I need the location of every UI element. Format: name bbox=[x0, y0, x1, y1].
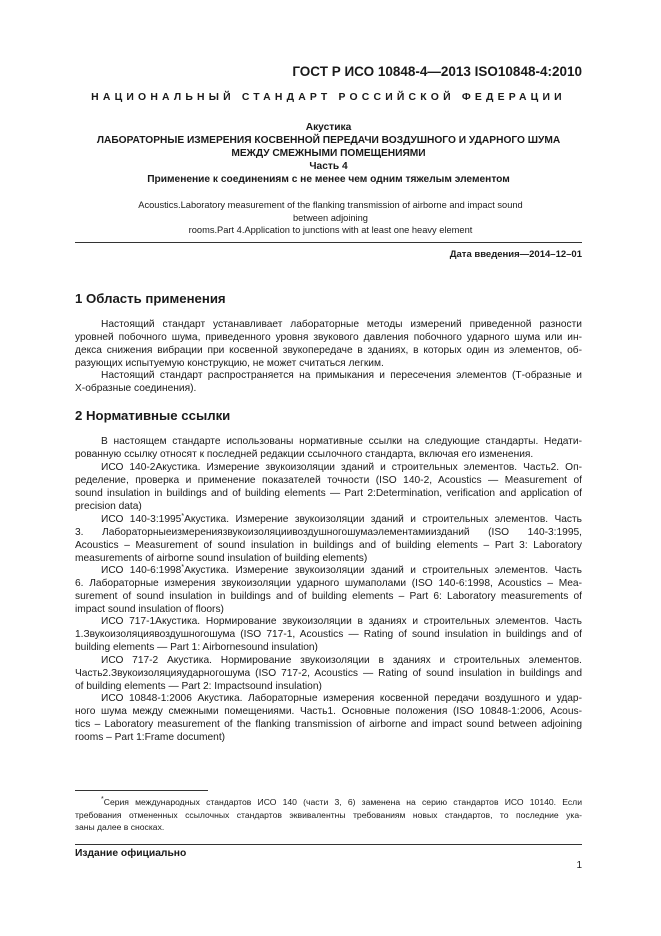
title-main-line-2: МЕЖДУ СМЕЖНЫМИ ПОМЕЩЕНИЯМИ bbox=[231, 148, 426, 159]
title-topic: Акустика bbox=[305, 122, 352, 133]
footnote-marker: * bbox=[101, 796, 104, 803]
text-span: ИСО 717-2 Акустика. Нормирование звукоизоляции в зданиях и строительных элементов. bbox=[101, 655, 582, 666]
text-line: measurements of airborne sound insulation of building elements) bbox=[75, 552, 368, 564]
text-span: ИСО 10848-1:2006 Акустика. Лабораторные измерения косвенной передачи воздушного и удар- bbox=[101, 693, 582, 704]
reference-iso-717-2 bbox=[75, 655, 582, 694]
text-line: уровней побочного шума, приведенного уровня звукового давления побочного ударного шума или ин- bbox=[75, 331, 582, 343]
national-standard-banner: НАЦИОНАЛЬНЫЙ СТАНДАРТ РОССИЙСКОЙ ФЕДЕРАЦИИ bbox=[91, 92, 566, 103]
section-1-paragraph-2 bbox=[75, 370, 582, 396]
text-line: требования отмененных ссылочных стандартов эквивалентны требованиям новых стандартов, то последние ука- bbox=[75, 809, 582, 820]
section-1-paragraph-1 bbox=[75, 319, 582, 370]
english-title-line-1: Acoustics.Laboratory measurement of the flanking transmission of airborne and impact sound between adjoining bbox=[138, 200, 523, 223]
reference-iso-140-6 bbox=[75, 565, 582, 616]
text-line: tics – Laboratory measurement of the flanking transmission of airborne and impact sound between adjoining bbox=[75, 718, 582, 730]
text-line: 1.Звукоизоляциявоздушногошума (ISO 717-1, Acoustics — Rating of sound insulation in buildings and of bbox=[75, 628, 582, 640]
text-line: sound insulation in buildings and of building elements — Part 2:Determination, verification and application of bbox=[75, 487, 582, 499]
official-edition-label: Издание официально bbox=[75, 848, 187, 859]
text-line: 3. Лабораторныеизмерениязвукоизоляциивоздушногошумаэлементамиизданий (ISO 140-3:1995, bbox=[75, 526, 582, 538]
text-line: декса снижения вибрации при косвенной звукопередаче в зданиях, в которых один из элементов, об- bbox=[75, 344, 582, 356]
text-span: ИСО 140-3:1995 bbox=[101, 514, 182, 525]
text-line bbox=[75, 462, 582, 475]
text-line: rooms – Part 1:Frame document) bbox=[75, 731, 226, 743]
page-number: 1 bbox=[576, 860, 582, 871]
text-line: impact sound insulation of floors) bbox=[75, 603, 224, 615]
text-line: заны далее в сносках. bbox=[75, 822, 165, 833]
title-part: Часть 4 bbox=[309, 161, 348, 172]
reference-iso-10848-1 bbox=[75, 693, 582, 744]
text-line: surement of sound insulation in buildings and of building elements – Part 6: Laboratory measurements of bbox=[75, 590, 582, 602]
text-line: ределение, проверка и применение показателей точности (ISO 140-2, Acoustics — Measurement of bbox=[75, 474, 582, 486]
top-divider bbox=[75, 242, 582, 243]
text-line: Acoustics – Measurement of sound insulation in buildings and of building elements – Part 3: Laboratory bbox=[75, 539, 582, 551]
reference-iso-717-1 bbox=[75, 616, 582, 655]
text-span: ИСО 140-2Акустика. Измерение звукоизоляции зданий и строительных элементов. Часть2. Оп- bbox=[101, 462, 582, 473]
text-line bbox=[75, 796, 582, 809]
text-span: ИСО 717-1Акустика. Нормирование звукоизоляции в зданиях и строительных элементов. Часть bbox=[101, 616, 582, 627]
text-line bbox=[75, 693, 582, 706]
text-line: Часть2.Звукоизоляцияударногошума (ISO 717-2, Acoustics — Rating of sound insulation in buildings and bbox=[75, 667, 582, 679]
section-2-heading: 2 Нормативные ссылки bbox=[75, 408, 231, 423]
text-line bbox=[75, 370, 582, 383]
text-line bbox=[75, 655, 582, 668]
section-2-intro bbox=[75, 436, 582, 462]
text-line: ного шума между смежными помещениями. Часть1. Основные положения (ISO 10848-1:2006, Acous- bbox=[75, 705, 582, 717]
text-line bbox=[75, 514, 582, 527]
text-line: рованную ссылку относят к последней редакции ссылочного стандарта, включая его изменения. bbox=[75, 448, 534, 460]
text-span: ИСО 140-6:1998 bbox=[101, 565, 182, 576]
text-span: Настоящий стандарт устанавливает лабораторные методы измерений приведенной разности bbox=[101, 319, 582, 330]
footnote-marker: * bbox=[181, 564, 185, 571]
text-line bbox=[75, 436, 582, 449]
footnote-marker: * bbox=[181, 513, 185, 520]
footnote bbox=[75, 796, 582, 834]
title-main-line-1: ЛАБОРАТОРНЫЕ ИЗМЕРЕНИЯ КОСВЕННОЙ ПЕРЕДАЧИ ВОЗДУШНОГО И УДАРНОГО ШУМА bbox=[96, 135, 561, 146]
text-line: building elements — Part 1: Airbornesound insulation) bbox=[75, 641, 318, 653]
text-line: precision data) bbox=[75, 500, 142, 512]
bottom-divider bbox=[75, 844, 582, 845]
text-line bbox=[75, 616, 582, 629]
reference-iso-140-2 bbox=[75, 462, 582, 513]
text-line: Х-образные соединения). bbox=[75, 382, 197, 394]
footnote-divider bbox=[75, 790, 208, 791]
text-span: Настоящий стандарт распространяется на примыкания и пересечения элементов (Т-образные и bbox=[101, 370, 582, 381]
title-subtitle: Применение к соединениям с не менее чем одним тяжелым элементом bbox=[147, 174, 510, 185]
text-span: В настоящем стандарте использованы нормативные ссылки на следующие стандарты. Недати- bbox=[101, 436, 582, 447]
reference-iso-140-3 bbox=[75, 514, 582, 565]
text-span: Акустика. Измерение звукоизоляции зданий и строительных элементов. Часть bbox=[184, 565, 582, 576]
english-title-line-2: rooms.Part 4.Application to junctions with at least one heavy element bbox=[188, 225, 473, 235]
introduction-date: Дата введения—2014–12–01 bbox=[449, 249, 582, 260]
text-span: Акустика. Измерение звукоизоляции зданий и строительных элементов. Часть bbox=[184, 514, 582, 525]
document-code: ГОСТ Р ИСО 10848-4—2013 ISO10848-4:2010 bbox=[292, 64, 582, 79]
text-line bbox=[75, 565, 582, 578]
english-title bbox=[120, 199, 541, 237]
text-line: разующих испытуемую конструкцию, не может считаться легким. bbox=[75, 357, 384, 369]
text-line: of building elements — Part 2: Impactsound insulation) bbox=[75, 680, 322, 692]
text-line: 6. Лабораторные измерения звукоизоляции ударного шумаполами (ISO 140-6:1998, Acoustics – Mea- bbox=[75, 577, 582, 589]
text-span: Серия международных стандартов ИСО 140 (части 3, 6) заменена на серию стандартов ИСО 10140. Если bbox=[103, 797, 582, 807]
text-line bbox=[75, 319, 582, 332]
title-block bbox=[75, 121, 582, 186]
section-1-heading: 1 Область применения bbox=[75, 291, 226, 306]
